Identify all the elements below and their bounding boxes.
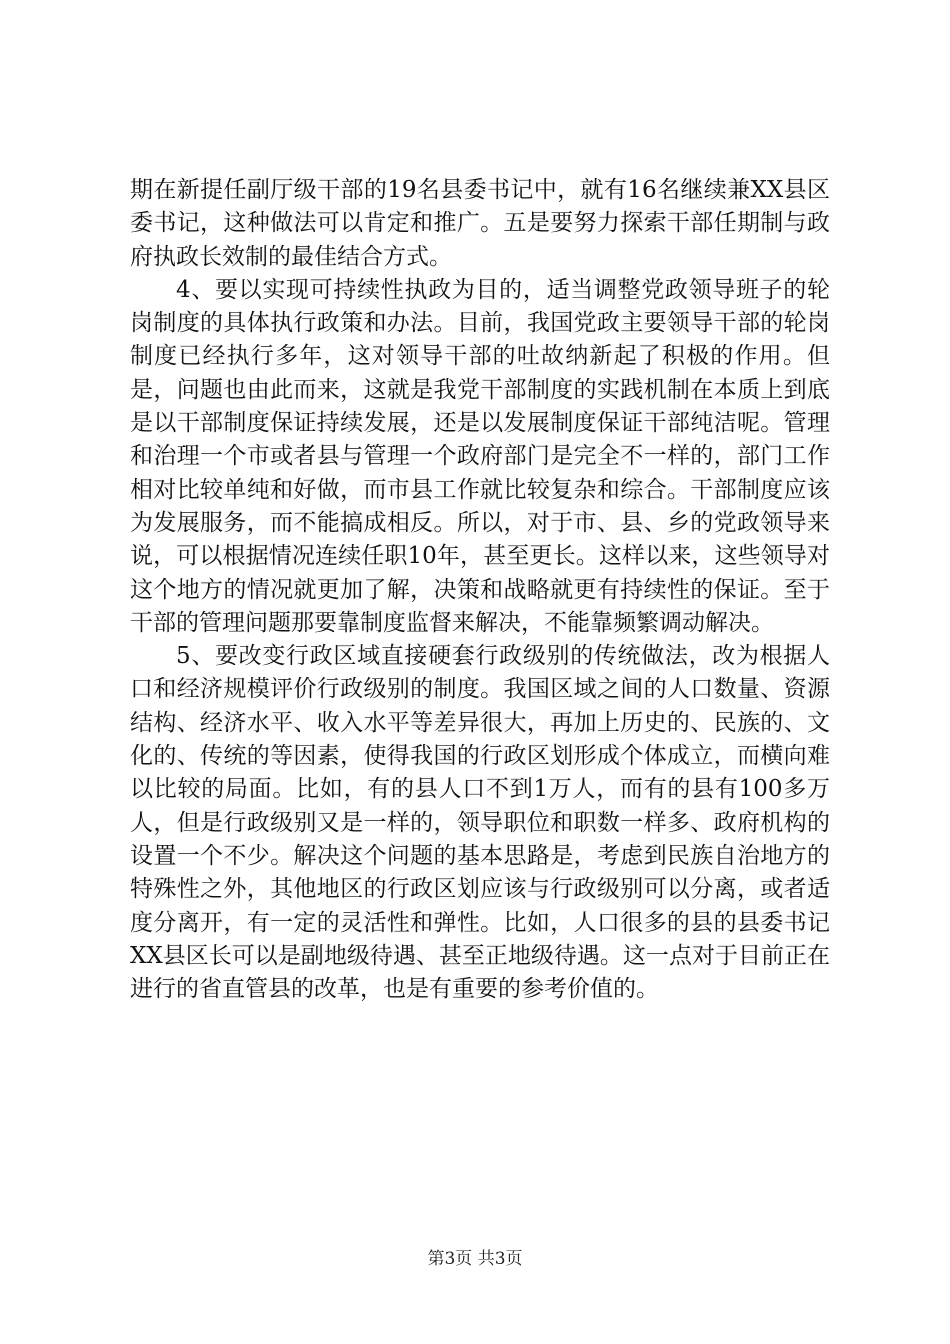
paragraph-continuation: 期在新提任副厅级干部的19名县委书记中，就有16名继续兼XX县区委书记，这种做法可以肯定和推广。五是要努力探索干部任期制与政府执政长效制的最佳结合方式。 (130, 177, 830, 270)
paragraph-item-5: 5、要改变行政区域直接硬套行政级别的传统做法，改为根据人口和经济规模评价行政级别的制度。我国区域之间的人口数量、资源结构、经济水平、收入水平等差异很大，再加上历史的、民族的、文化的、传统的等因素，使得我国的行政区划形成个体成立，而横向难以比较的局面。比如，有的县人口不到1万人，而有的县有100多万人，但是行政级别又是一样的，领导职位和职数一样多、政府机构的设置一个不少。解决这个问题的基本思路是，考虑到民族自治地方的特殊性之外，其他地区的行政区划应该与行政级别可以分离，或者适度分离开，有一定的灵活性和弹性。比如，人口很多的县的县委书记XX县区长可以是副地级待遇、甚至正地级待遇。这一点对于目前正在进行的省直管县的改革，也是有重要的参考价值的。 (130, 643, 830, 1003)
body-text (130, 174, 830, 1006)
page-footer: 第3页 共3页 (427, 1249, 523, 1269)
paragraph-item-4: 4、要以实现可持续性执政为目的，适当调整党政领导班子的轮岗制度的具体执行政策和办法。目前，我国党政主要领导干部的轮岗制度已经执行多年，这对领导干部的吐故纳新起了积极的作用。但是，问题也由此而来，这就是我党干部制度的实践机制在本质上到底是以干部制度保证持续发展，还是以发展制度保证干部纯洁呢。管理和治理一个市或者县与管理一个政府部门是完全不一样的，部门工作相对比较单纯和好做，而市县工作就比较复杂和综合。干部制度应该为发展服务，而不能搞成相反。所以，对于市、县、乡的党政领导来说，可以根据情况连续任职10年，甚至更长。这样以来，这些领导对这个地方的情况就更加了解，决策和战略就更有持续性的保证。至于干部的管理问题那要靠制度监督来解决，不能靠频繁调动解决。 (130, 276, 830, 636)
